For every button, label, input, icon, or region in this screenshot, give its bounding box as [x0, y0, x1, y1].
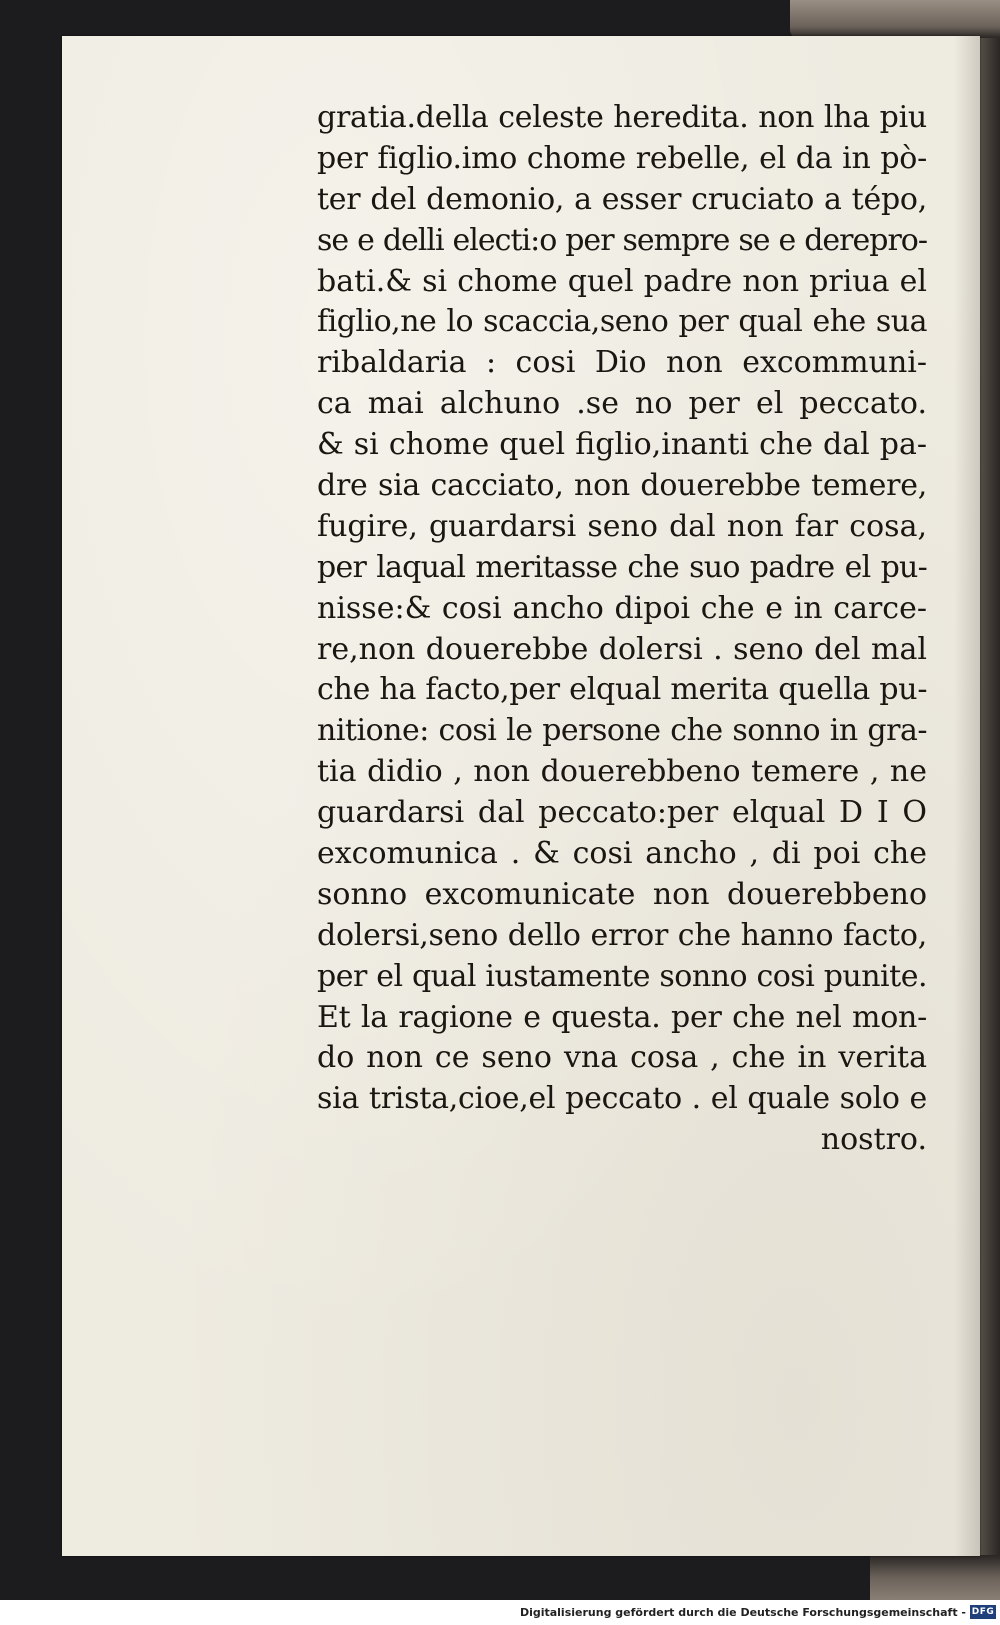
- text-line: excomunica . & cosi ancho , di poi che: [317, 836, 927, 872]
- text-line: figlio,ne lo scaccia,seno per qual ehe sua: [317, 304, 927, 340]
- text-line: tia didio , non douerebbeno temere , ne: [317, 754, 927, 790]
- text-line: per el qual iustamente sonno cosi punite.: [317, 958, 927, 994]
- digitisation-footer: [0, 1600, 1000, 1625]
- text-line: ca mai alchuno .se no per el peccato.: [317, 386, 927, 422]
- text-line: dolersi,seno dello error che hanno facto,: [317, 917, 927, 953]
- text-line: nisse:& cosi ancho dipoi che e in carce-: [317, 590, 927, 626]
- text-line: nitione: cosi le persone che sonno in gra-: [317, 713, 927, 749]
- page-gutter-shadow: [954, 36, 980, 1556]
- text-line: sia trista,cioe,el peccato . el quale solo e: [317, 1081, 927, 1117]
- text-line: che ha facto,per elqual merita quella pu-: [317, 672, 928, 708]
- text-line: & si chome quel figlio,inanti che dal pa-: [317, 427, 927, 463]
- book-page: [62, 36, 980, 1556]
- text-line: se e delli electi:o per sempre se e derepro-: [317, 222, 927, 258]
- text-line: Et la ragione e questa. per che nel mon-: [317, 999, 927, 1035]
- text-line: gratia.della celeste heredita. non lha piu: [317, 100, 927, 135]
- text-line: sonno excomunicate non douerebbeno: [317, 876, 927, 912]
- catchword: nostro.: [820, 1122, 927, 1158]
- text-line: guardarsi dal peccato:per elqual D I O: [317, 795, 927, 831]
- text-line: ter del demonio, a esser cruciato a tépo,: [317, 181, 927, 217]
- text-line: re,non douerebbe dolersi . seno del mal: [317, 631, 927, 667]
- text-line: bati.& si chome quel padre non priua el: [317, 263, 927, 299]
- book-binding-bottom: [870, 1555, 1000, 1600]
- book-binding-top: [790, 0, 1000, 38]
- funding-credit: Digitalisierung gefördert durch die Deutsche Forschungsgemeinschaft -: [519, 1606, 966, 1619]
- text-line: per laqual meritasse che suo padre el pu-: [317, 549, 927, 585]
- text-line: dre sia cacciato, non douerebbe temere,: [317, 468, 927, 504]
- text-line: ribaldaria : cosi Dio non excommuni-: [317, 345, 927, 381]
- text-line: do non ce seno vna cosa , che in verita: [317, 1040, 927, 1076]
- text-line: fugire, guardarsi seno dal non far cosa,: [317, 508, 927, 544]
- text-line: per figlio.imo chome rebelle, el da in pò-: [317, 140, 927, 176]
- dfg-logo: DFG: [971, 1607, 995, 1617]
- printed-text-block: [317, 98, 927, 1161]
